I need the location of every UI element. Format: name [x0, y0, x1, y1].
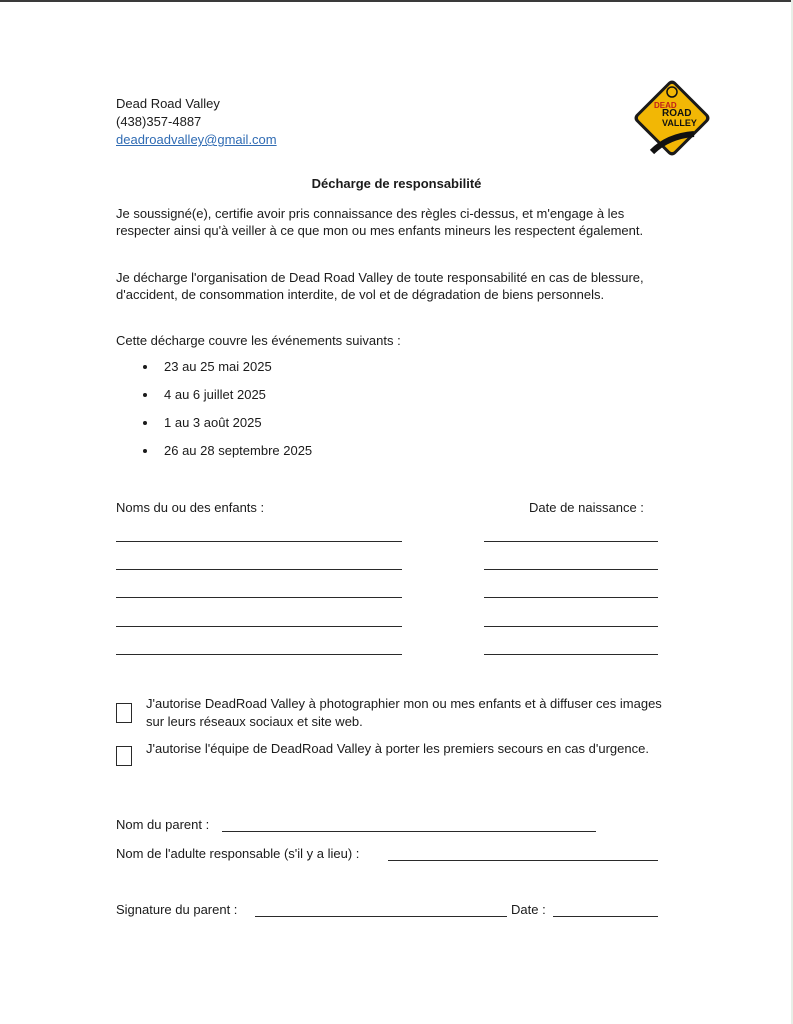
- responsible-adult-label: Nom de l'adulte responsable (s'il y a lieu) :: [116, 846, 360, 861]
- top-border: [0, 0, 793, 2]
- dead-road-valley-logo: [624, 70, 720, 166]
- email-link[interactable]: deadroadvalley@gmail.com: [116, 132, 277, 147]
- phone-number: (438)357-4887: [116, 114, 202, 129]
- child-birthdate-line-5[interactable]: [484, 654, 658, 655]
- child-name-line-5[interactable]: [116, 654, 402, 655]
- birthdate-label: Date de naissance :: [529, 500, 644, 515]
- date-label: Date :: [511, 902, 546, 917]
- logo-text-mid: ROAD: [662, 108, 692, 119]
- paragraph-events-intro: Cette décharge couvre les événements suivants :: [116, 333, 401, 348]
- child-birthdate-line-4[interactable]: [484, 626, 658, 627]
- paragraph-release: Je décharge l'organisation de Dead Road Valley de toute responsabilité en cas de blessure, d'accident, de consommation interdite, de vol et de dégradation de biens personnels.: [116, 270, 644, 302]
- child-birthdate-line-3[interactable]: [484, 597, 658, 598]
- parent-signature-label: Signature du parent :: [116, 902, 238, 917]
- event-item: 1 au 3 août 2025: [140, 414, 312, 442]
- parent-name-line[interactable]: [222, 831, 596, 832]
- children-names-label: Noms du ou des enfants :: [116, 500, 265, 515]
- event-item: 26 au 28 septembre 2025: [140, 442, 312, 470]
- org-name: Dead Road Valley: [116, 96, 220, 111]
- responsible-adult-line[interactable]: [388, 860, 658, 861]
- logo-text-top: DEAD: [654, 101, 677, 110]
- child-birthdate-line-1[interactable]: [484, 541, 658, 542]
- logo-text-bot: VALLEY: [662, 118, 697, 128]
- first-aid-consent-text: J'autorise l'équipe de DeadRoad Valley à porter les premiers secours en cas d'urgence.: [146, 741, 649, 756]
- event-item: 23 au 25 mai 2025: [140, 358, 312, 386]
- contact-block: [116, 95, 277, 149]
- photo-consent-checkbox[interactable]: [116, 703, 132, 723]
- photo-consent-row: [116, 695, 676, 735]
- child-name-line-4[interactable]: [116, 626, 402, 627]
- paragraph-acknowledgement: Je soussigné(e), certifie avoir pris connaissance des règles ci-dessus, et m'engage à les respecter ainsi qu'à veiller à ce que mon ou mes enfants mineurs les respectent également.: [116, 206, 644, 238]
- document-title: Décharge de responsabilité: [311, 176, 482, 191]
- photo-consent-text: J'autorise DeadRoad Valley à photographier mon ou mes enfants et à diffuser ces images sur leurs réseaux sociaux et site web.: [146, 696, 662, 729]
- parent-name-label: Nom du parent :: [116, 817, 210, 832]
- child-name-line-2[interactable]: [116, 569, 402, 570]
- child-birthdate-line-2[interactable]: [484, 569, 658, 570]
- child-name-line-3[interactable]: [116, 597, 402, 598]
- parent-signature-line[interactable]: [255, 916, 507, 917]
- first-aid-consent-row: [116, 740, 676, 780]
- child-name-line-1[interactable]: [116, 541, 402, 542]
- event-item: 4 au 6 juillet 2025: [140, 386, 312, 414]
- date-line[interactable]: [553, 916, 658, 917]
- events-list: [140, 358, 312, 470]
- first-aid-consent-checkbox[interactable]: [116, 746, 132, 766]
